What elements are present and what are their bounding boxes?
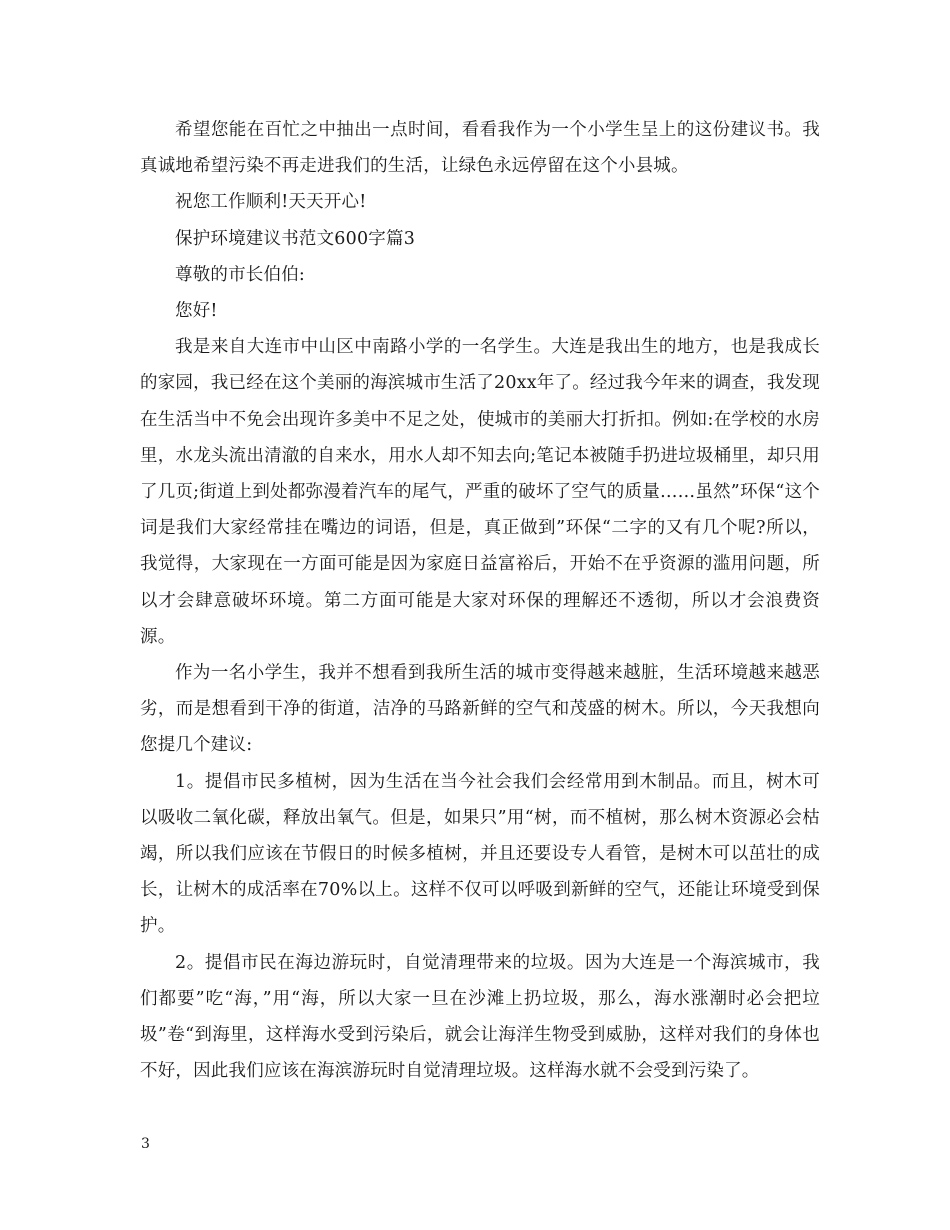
greeting: 您好! xyxy=(175,301,218,322)
section-title: 保护环境建议书范文600字篇3 xyxy=(175,228,416,249)
document-body xyxy=(140,112,820,1089)
salutation: 尊敬的市长伯伯: xyxy=(175,264,305,285)
suggestion-1: 1。提倡市民多植树，因为生活在当今社会我们会经常用到木制品。而且，树木可以吸收二氧化碳，释放出氧气。但是，如果只”用“树，而不植树，那么树木资源必会枯竭，所以我们应该在节假日的时候多植树，并且还要设专人看管，是树木可以茁壮的成长，让树木的成活率在70%以上。这样不仅可以呼吸到新鲜的空气，还能让环境受到保护。 xyxy=(140,771,820,937)
suggestion-2: 2。提倡市民在海边游玩时，自觉清理带来的垃圾。因为大连是一个海滨城市，我们都要”吃“海，”用“海，所以大家一旦在沙滩上扔垃圾，那么，海水涨潮时必会把垃圾”卷“到海里，这样海水受到污染后，就会让海洋生物受到威胁，这样对我们的身体也不好，因此我们应该在海滨游玩时自觉清理垃圾。这样海水就不会受到污染了。 xyxy=(140,952,820,1082)
paragraph-introduction: 我是来自大连市中山区中南路小学的一名学生。大连是我出生的地方，也是我成长的家园，我已经在这个美丽的海滨城市生活了20xx年了。经过我今年来的调查，我发现在生活当中不免会出现许多美中不足之处，使城市的美丽大打折扣。例如:在学校的水房里，水龙头流出清澈的自来水，用水人却不知去向;笔记本被随手扔进垃圾桶里，却只用了几页;街道上到处都弥漫着汽车的尾气，严重的破坏了空气的质量……虽然”环保“这个词是我们大家经常挂在嘴边的词语，但是，真正做到”环保“二字的又有几个呢?所以，我觉得，大家现在一方面可能是因为家庭日益富裕后，开始不在乎资源的滥用问题，所以才会肆意破坏环境。第二方面可能是大家对环保的理解还不透彻，所以才会浪费资源。 xyxy=(140,337,821,647)
paragraph-wishes: 祝您工作顺利!天天开心! xyxy=(175,192,367,213)
paragraph-motivation: 作为一名小学生，我并不想看到我所生活的城市变得越来越脏，生活环境越来越恶劣，而是想看到干净的街道，洁净的马路新鲜的空气和茂盛的树木。所以，今天我想向您提几个建议: xyxy=(140,663,820,756)
page-number: 3 xyxy=(141,1136,150,1152)
paragraph-closing-hope: 希望您能在百忙之中抽出一点时间，看看我作为一个小学生呈上的这份建议书。我真诚地希望污染不再走进我们的生活，让绿色永远停留在这个小县城。 xyxy=(140,120,820,177)
